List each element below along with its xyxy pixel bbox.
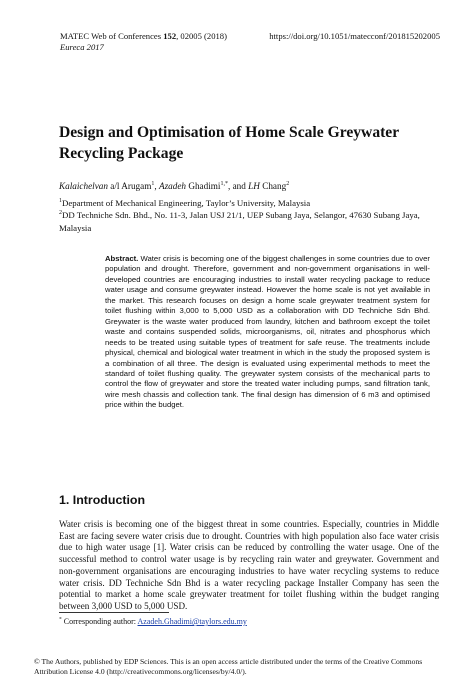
author-separator: , and xyxy=(227,181,249,191)
affiliation-2-text: DD Techniche Sdn. Bhd., No. 11-3, Jalan USJ 21/1, UEP Subang Jaya, Selangor, 47630 Subang Jaya, Malaysia xyxy=(59,210,420,233)
footnote xyxy=(59,617,247,626)
section-heading: 1. Introduction xyxy=(59,493,146,507)
abstract-label: Abstract. xyxy=(105,254,139,263)
license-notice: © The Authors, published by EDP Sciences. This is an open access article distributed under the terms of the Creative Commons Attribution License 4.0 (http://creativecommons.org/licenses/by/4.0/). xyxy=(34,657,423,676)
abstract xyxy=(105,254,430,411)
author-separator: , xyxy=(154,181,159,191)
author-2-name: Ghadimi xyxy=(186,181,221,191)
affiliation-1 xyxy=(59,197,448,209)
author-3-given: LH xyxy=(248,181,260,191)
author-list xyxy=(59,181,289,191)
page-header xyxy=(60,31,440,53)
footnote-divider xyxy=(59,612,169,613)
author-1-name: a/l Arugam xyxy=(108,181,152,191)
author-2-affiliation-mark: 1,* xyxy=(220,180,228,187)
corresponding-email-link[interactable]: Azadeh.Ghadimi@taylors.edu.my xyxy=(137,617,247,626)
introduction-paragraph: Water crisis is becoming one of the biggest threat in some countries. Especially, countries in Middle East are facing severe water crisis due to drought. Countries with high population also face water crisis due to high water usage [1]. Water crisis can be reduced by controlling the water usage. One of the successful method to control water usage is by recycling rain water and greywater. Government and non-government organisations are encouraging industries to have water recycling systems to reduce water crisis. DD Techniche Sdn Bhd is a water recycling package Installer Company has seen the potential to market a home scale greywater treatment for toilet flushing within the budget ranging between 3,000 USD to 5,000 USD. xyxy=(59,519,439,611)
affiliation-1-mark: 1 xyxy=(59,198,62,205)
journal-name: MATEC Web of Conferences xyxy=(60,31,164,41)
footnote-mark: * xyxy=(59,616,62,623)
affiliation-2-mark: 2 xyxy=(59,210,62,217)
footnote-label: Corresponding author: xyxy=(61,617,138,626)
affiliations xyxy=(59,197,448,234)
journal-volume: 152 xyxy=(163,31,177,41)
author-1-affiliation-mark: 1 xyxy=(151,180,155,187)
author-1-given: Kalaichelvan xyxy=(59,181,108,191)
paper-title: Design and Optimisation of Home Scale Greywater Recycling Package xyxy=(59,124,399,162)
author-2-given: Azadeh xyxy=(158,181,187,191)
affiliation-1-text: Department of Mechanical Engineering, Taylor’s University, Malaysia xyxy=(62,198,311,208)
journal-citation xyxy=(60,31,227,42)
conference-name: Eureca 2017 xyxy=(60,42,104,52)
doi-link[interactable]: https://doi.org/10.1051/matecconf/201815202005 xyxy=(269,31,440,41)
affiliation-2 xyxy=(59,209,448,234)
author-3-affiliation-mark: 2 xyxy=(286,180,290,187)
article-number: , 02005 (2018) xyxy=(176,31,227,41)
author-3-name: Chang xyxy=(259,181,287,191)
abstract-text: Water crisis is becoming one of the biggest challenges in some countries due to over population and drought. Therefore, government and non-government organisations in well-developed countries are encouraging industries to install water recycling package to reduce water usage and consume greywater instead. However the home scale is not yet available in the market. This research focuses on design a home scale greywater treatment system for toilet flushing within 3,000 to 5,000 USD as a collaboration with DD Techniche Sdn Bhd. Greywater is the waste water produced from laundry, kitchen and bathroom except the toilet waste and contains suspended solids, microorganisms, oil, nitrates and phosphorus which needs to be treated using suitable types of treatment for safe reuse. The treatments include physical, chemical and biological water treatment in which in the study the proposed system is a combination of all three. The design is evaluated using experimental methods to meet the standard of toilet flushing quality. The greywater system consists of the mechanical parts to control the flow of greywater and store the treated water including pumps, sand filtration tank, wire mesh chassis and collection tank. The final design has dimension of 6 m3 and optimised price within the budget. xyxy=(105,254,430,410)
